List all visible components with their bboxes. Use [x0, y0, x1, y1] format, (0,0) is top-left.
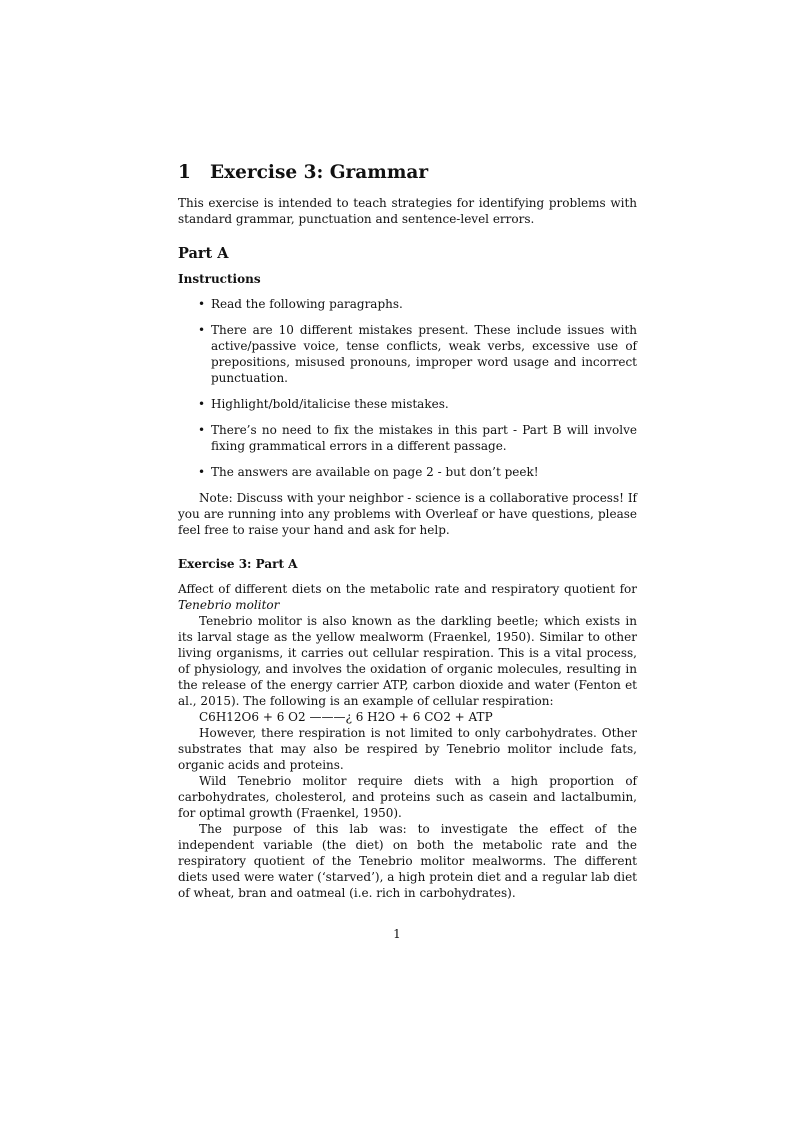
bullet-icon: •: [198, 397, 206, 411]
paragraph-1: Tenebrio molitor is also known as the darkling beetle; which exists in its larval stage as the yellow mealworm (Fraenkel, 1950). Similar to other living organisms, it carries out cellular respiration. This is a vital process, of physiology, and involves the oxidation of organic molecules, resulting in the release of the energy carrier ATP, carbon dioxide and water (Fenton et al., 2015). The following is an example of cellular respiration:: [178, 614, 637, 708]
section-heading: [178, 161, 637, 185]
section-number: 1: [178, 162, 191, 183]
article-title-species: Tenebrio molitor: [178, 598, 280, 612]
section-intro: This exercise is intended to teach strategies for identifying problems with standard grammar, punctuation and sentence-level errors.: [178, 196, 637, 226]
list-item-text: Read the following paragraphs.: [211, 297, 403, 311]
article-title-text: Affect of different diets on the metabolic rate and respiratory quotient for: [178, 582, 637, 596]
list-item: [178, 322, 637, 386]
document-page: [178, 161, 637, 901]
note-paragraph: Note: Discuss with your neighbor - science is a collaborative process! If you are running into any problems with Overleaf or have questions, please feel free to raise your hand and ask for help.: [178, 491, 637, 537]
paragraph-3: Wild Tenebrio molitor require diets with a high proportion of carbohydrates, cholesterol, and proteins such as casein and lactalbumin, for optimal growth (Fraenkel, 1950).: [178, 774, 637, 820]
part-a-heading: Part A: [178, 245, 229, 262]
exercise-heading: Exercise 3: Part A: [178, 557, 298, 571]
bullet-icon: •: [198, 297, 206, 311]
section-title: Exercise 3: Grammar: [210, 162, 429, 183]
bullet-icon: •: [198, 323, 206, 337]
list-item: [178, 296, 637, 312]
list-item-text: The answers are available on page 2 - but don’t peek!: [211, 465, 539, 479]
list-item-text: Highlight/bold/italicise these mistakes.: [211, 397, 449, 411]
list-item: [178, 396, 637, 412]
list-item: [178, 422, 637, 454]
list-item-text: There are 10 different mistakes present. These include issues with active/passive voice, tense conflicts, weak verbs, excessive use of prepositions, misused pronouns, improper word usage and incorrect punctuation.: [211, 323, 637, 385]
article-title: [178, 581, 637, 613]
instructions-heading: Instructions: [178, 272, 261, 286]
instructions-list: [178, 296, 637, 480]
bullet-icon: •: [198, 423, 206, 437]
paragraph-2: However, there respiration is not limited to only carbohydrates. Other substrates that may also be respired by Tenebrio molitor include fats, organic acids and proteins.: [178, 726, 637, 772]
paragraph-4: The purpose of this lab was: to investigate the effect of the independent variable (the diet) on both the metabolic rate and the respiratory quotient of the Tenebrio molitor mealworms. The different diets used were water (‘starved’), a high protein diet and a regular lab diet of wheat, bran and oatmeal (i.e. rich in carbohydrates).: [178, 822, 637, 900]
respiration-equation: C6H12O6 + 6 O2 ———¿ 6 H2O + 6 CO2 + ATP: [199, 710, 493, 724]
bullet-icon: •: [198, 465, 206, 479]
page-number: 1: [393, 927, 401, 941]
list-item: [178, 464, 637, 480]
list-item-text: There’s no need to fix the mistakes in this part - Part B will involve fixing grammatical errors in a different passage.: [211, 423, 637, 453]
